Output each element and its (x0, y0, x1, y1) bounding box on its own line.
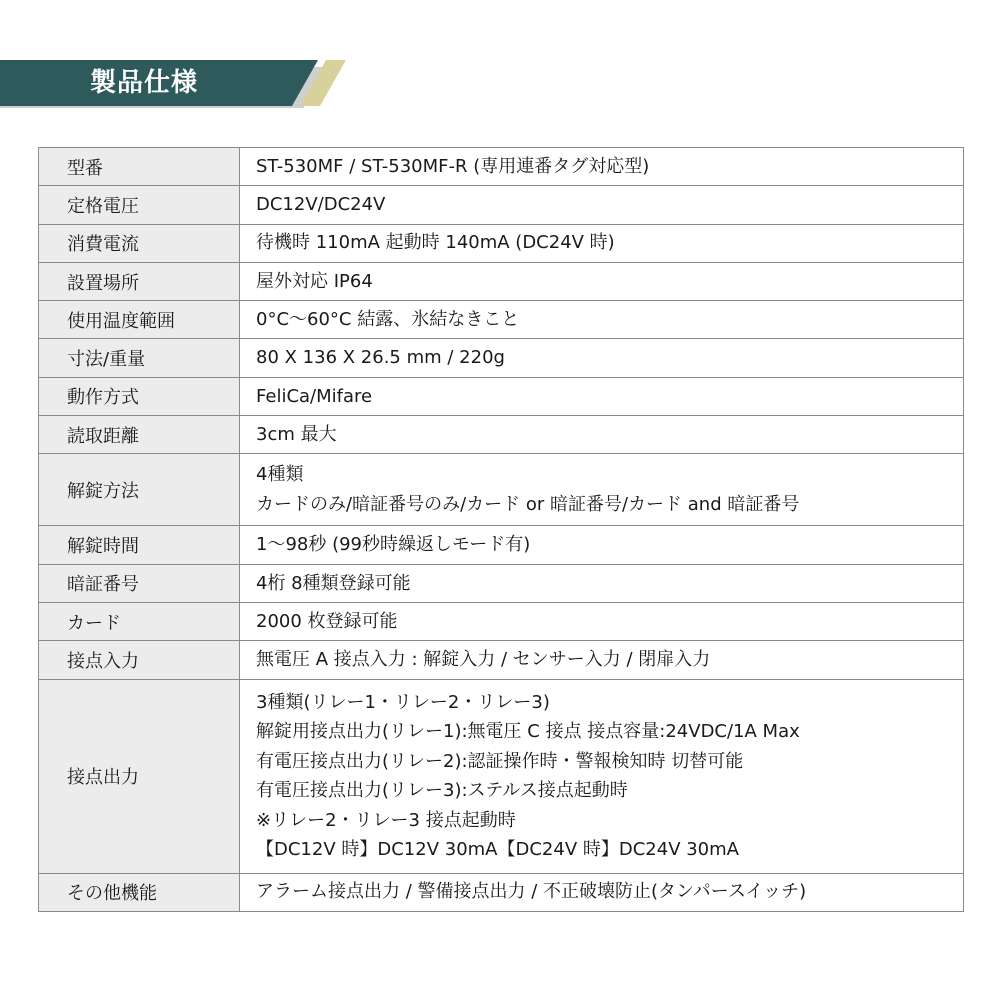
spec-row (39, 526, 964, 564)
spec-value (240, 679, 964, 873)
spec-value (240, 339, 964, 377)
spec-value (240, 416, 964, 454)
spec-value-line: 解錠用接点出力(リレー1):無電圧 C 接点 接点容量:24VDC/1A Max (256, 721, 800, 743)
spec-value-line: 4桁 8種類登録可能 (256, 572, 411, 594)
spec-value (240, 224, 964, 262)
spec-label: 定格電圧 (39, 186, 240, 224)
spec-row (39, 873, 964, 911)
spec-value-line: 80 X 136 X 26.5 mm / 220g (256, 347, 505, 369)
spec-value (240, 602, 964, 640)
spec-label: その他機能 (39, 873, 240, 911)
spec-table-body (39, 148, 964, 912)
spec-row (39, 602, 964, 640)
spec-value (240, 873, 964, 911)
page-title: 製品仕様 (90, 68, 199, 98)
spec-value-line: ST-530MF / ST-530MF-R (専用連番タグ対応型) (256, 155, 650, 177)
spec-value (240, 377, 964, 415)
spec-value-line: FeliCa/Mifare (256, 385, 373, 407)
spec-label: 設置場所 (39, 262, 240, 300)
spec-value-line: 有電圧接点出力(リレー2):認証操作時・警報検知時 切替可能 (256, 750, 744, 772)
spec-label: 解錠方法 (39, 454, 240, 526)
spec-row (39, 454, 964, 526)
spec-label: 解錠時間 (39, 526, 240, 564)
spec-row (39, 564, 964, 602)
spec-label: 寸法/重量 (39, 339, 240, 377)
spec-table (38, 147, 964, 912)
spec-value-line: 3種類(リレー1・リレー2・リレー3) (256, 691, 550, 713)
spec-value-line: 0°C～60°C 結露、氷結なきこと (256, 309, 520, 331)
spec-value (240, 526, 964, 564)
spec-value-line: 待機時 110mA 起動時 140mA (DC24V 時) (256, 232, 615, 254)
spec-row (39, 224, 964, 262)
spec-value-line: カードのみ/暗証番号のみ/カード or 暗証番号/カード and 暗証番号 (256, 493, 800, 515)
spec-row (39, 377, 964, 415)
spec-label: 動作方式 (39, 377, 240, 415)
spec-label: 使用温度範囲 (39, 301, 240, 339)
spec-value-line: 無電圧 A 接点入力 : 解錠入力 / センサー入力 / 閉扉入力 (256, 649, 711, 671)
spec-label: 型番 (39, 148, 240, 186)
spec-row (39, 148, 964, 186)
spec-value-line: ※リレー2・リレー3 接点起動時 (256, 809, 516, 831)
spec-value (240, 148, 964, 186)
spec-row (39, 262, 964, 300)
spec-label: 接点出力 (39, 679, 240, 873)
spec-value-line: 【DC12V 時】DC12V 30mA【DC24V 時】DC24V 30mA (256, 839, 739, 861)
spec-row (39, 641, 964, 679)
spec-value (240, 564, 964, 602)
spec-value-line: 3cm 最大 (256, 423, 337, 445)
spec-row (39, 301, 964, 339)
spec-label: 接点入力 (39, 641, 240, 679)
spec-value-line: 2000 枚登録可能 (256, 610, 398, 632)
spec-value (240, 641, 964, 679)
spec-label: 読取距離 (39, 416, 240, 454)
spec-label: 暗証番号 (39, 564, 240, 602)
spec-row (39, 416, 964, 454)
spec-value-line: 4種類 (256, 464, 304, 486)
spec-value (240, 454, 964, 526)
spec-row (39, 339, 964, 377)
spec-row (39, 186, 964, 224)
spec-value (240, 186, 964, 224)
spec-value-line: 1～98秒 (99秒時繰返しモード有) (256, 534, 531, 556)
spec-value (240, 301, 964, 339)
spec-value (240, 262, 964, 300)
spec-label: カード (39, 602, 240, 640)
spec-value-line: アラーム接点出力 / 警備接点出力 / 不正破壊防止(タンパースイッチ) (256, 881, 807, 903)
spec-value-line: 有電圧接点出力(リレー3):ステルス接点起動時 (256, 780, 628, 802)
spec-value-line: DC12V/DC24V (256, 194, 386, 216)
spec-label: 消費電流 (39, 224, 240, 262)
spec-value-line: 屋外対応 IP64 (256, 270, 373, 292)
spec-row (39, 679, 964, 873)
